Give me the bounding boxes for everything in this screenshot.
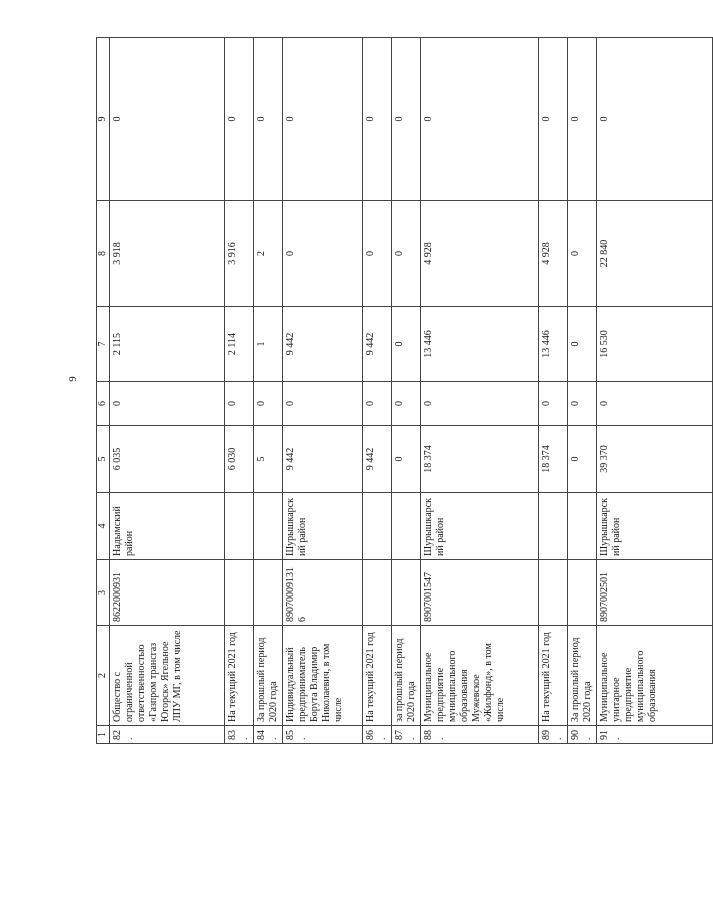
table-cell: 91.: [597, 726, 713, 744]
table-cell: [568, 493, 597, 560]
table-row: [568, 38, 597, 744]
table-cell: 2: [254, 201, 283, 307]
table-cell: 3 916: [225, 201, 254, 307]
table-cell: 0: [568, 307, 597, 382]
table-cell: 83.: [225, 726, 254, 744]
table-cell: 18 374: [539, 426, 568, 493]
table-cell: 89.: [539, 726, 568, 744]
table-cell: 0: [254, 382, 283, 426]
table-cell: 3 918: [110, 201, 225, 307]
table-cell: 0: [363, 201, 392, 307]
table-cell: 890700091316: [283, 560, 363, 626]
table-cell: Шурышкарский район: [597, 493, 713, 560]
table-cell: 6 030: [225, 426, 254, 493]
table-cell: [392, 493, 421, 560]
table-cell: 86.: [363, 726, 392, 744]
table-cell: 0: [539, 382, 568, 426]
table-cell: 87.: [392, 726, 421, 744]
column-header: 1: [97, 726, 110, 744]
table-cell: 0: [283, 201, 363, 307]
table-cell: 0: [225, 382, 254, 426]
column-header: 2: [97, 626, 110, 726]
table-cell: 9 442: [363, 307, 392, 382]
table-cell: 0: [392, 38, 421, 201]
table-cell: 16 530: [597, 307, 713, 382]
table-row: [283, 38, 363, 744]
table-cell: 0: [568, 38, 597, 201]
table-cell: Муниципальное унитарное предприятие муниципального образования: [597, 626, 713, 726]
table-cell: Муниципальное предприятие муниципального образования Мужевское «Жилфонд», в том числе: [421, 626, 539, 726]
table-row: [392, 38, 421, 744]
table-cell: 0: [597, 38, 713, 201]
table-cell: [539, 493, 568, 560]
table-cell: Общество с ограниченной ответственностью «Газпром трансгаз Югорск» Ягельное ЛПУ МГ, в том числе: [110, 626, 225, 726]
table-cell: 2 115: [110, 307, 225, 382]
table-cell: 0: [110, 382, 225, 426]
table-cell: 0: [421, 382, 539, 426]
table-cell: 9 442: [283, 307, 363, 382]
column-header: 5: [97, 426, 110, 493]
table-cell: 13 446: [539, 307, 568, 382]
table-cell: За прошлый период 2020 года: [568, 626, 597, 726]
table-cell: 9 442: [283, 426, 363, 493]
table-cell: 0: [225, 38, 254, 201]
table-cell: 2 114: [225, 307, 254, 382]
table-cell: 0: [110, 38, 225, 201]
table-row: [110, 38, 225, 744]
table-cell: [363, 493, 392, 560]
table-cell: 13 446: [421, 307, 539, 382]
table-cell: [225, 560, 254, 626]
table-cell: [568, 560, 597, 626]
table-row: [225, 38, 254, 744]
table-cell: 5: [254, 426, 283, 493]
table-body: [110, 38, 713, 744]
table-cell: Надымский район: [110, 493, 225, 560]
table-cell: 0: [254, 38, 283, 201]
table-cell: 90.: [568, 726, 597, 744]
table-cell: 0: [539, 38, 568, 201]
table-cell: 8907002501: [597, 560, 713, 626]
table-cell: 0: [392, 426, 421, 493]
table-cell: 0: [597, 382, 713, 426]
table-cell: [392, 560, 421, 626]
table-cell: 0: [568, 426, 597, 493]
table-row: [421, 38, 539, 744]
table-cell: 4 928: [421, 201, 539, 307]
table-row: [539, 38, 568, 744]
table-cell: Индивидуальный предприниматель Борута Владимир Николаевич, в том числе: [283, 626, 363, 726]
column-header: 3: [97, 560, 110, 626]
table-cell: 0: [392, 382, 421, 426]
header-row: [97, 38, 110, 744]
table-cell: 0: [363, 38, 392, 201]
page-number: 9: [67, 376, 79, 382]
table-cell: 18 374: [421, 426, 539, 493]
table-cell: На текущий 2021 год: [363, 626, 392, 726]
table-cell: 9 442: [363, 426, 392, 493]
table-cell: за прошлый период 2020 года: [392, 626, 421, 726]
table-cell: 0: [392, 307, 421, 382]
table-cell: 6 035: [110, 426, 225, 493]
table-cell: 0: [283, 382, 363, 426]
table-cell: [254, 493, 283, 560]
table-cell: [363, 560, 392, 626]
table-cell: 85.: [283, 726, 363, 744]
table-cell: 88.: [421, 726, 539, 744]
column-header: 8: [97, 201, 110, 307]
table-cell: 84.: [254, 726, 283, 744]
table-cell: 4 928: [539, 201, 568, 307]
column-header: 4: [97, 493, 110, 560]
table-cell: 0: [568, 201, 597, 307]
table-cell: 1: [254, 307, 283, 382]
table-row: [363, 38, 392, 744]
table-row: [254, 38, 283, 744]
table-cell: 8907001547: [421, 560, 539, 626]
table-cell: На текущий 2021 год: [539, 626, 568, 726]
table-row: [597, 38, 713, 744]
column-header: 6: [97, 382, 110, 426]
table-cell: 0: [568, 382, 597, 426]
table-cell: За прошлый период 2020 года: [254, 626, 283, 726]
table-cell: 22 840: [597, 201, 713, 307]
table-cell: [254, 560, 283, 626]
data-table: [96, 37, 713, 744]
table-cell: 0: [283, 38, 363, 201]
table-cell: 39 370: [597, 426, 713, 493]
column-header: 7: [97, 307, 110, 382]
table-cell: Шурышкарский район: [283, 493, 363, 560]
table-cell: [539, 560, 568, 626]
table-cell: На текущий 2021 год: [225, 626, 254, 726]
table-cell: [225, 493, 254, 560]
table-cell: 0: [363, 382, 392, 426]
table-cell: 0: [421, 38, 539, 201]
table-cell: 0: [392, 201, 421, 307]
table-cell: 8622000931: [110, 560, 225, 626]
table-cell: Шурышкарский район: [421, 493, 539, 560]
column-header: 9: [97, 38, 110, 201]
table-cell: 82.: [110, 726, 225, 744]
